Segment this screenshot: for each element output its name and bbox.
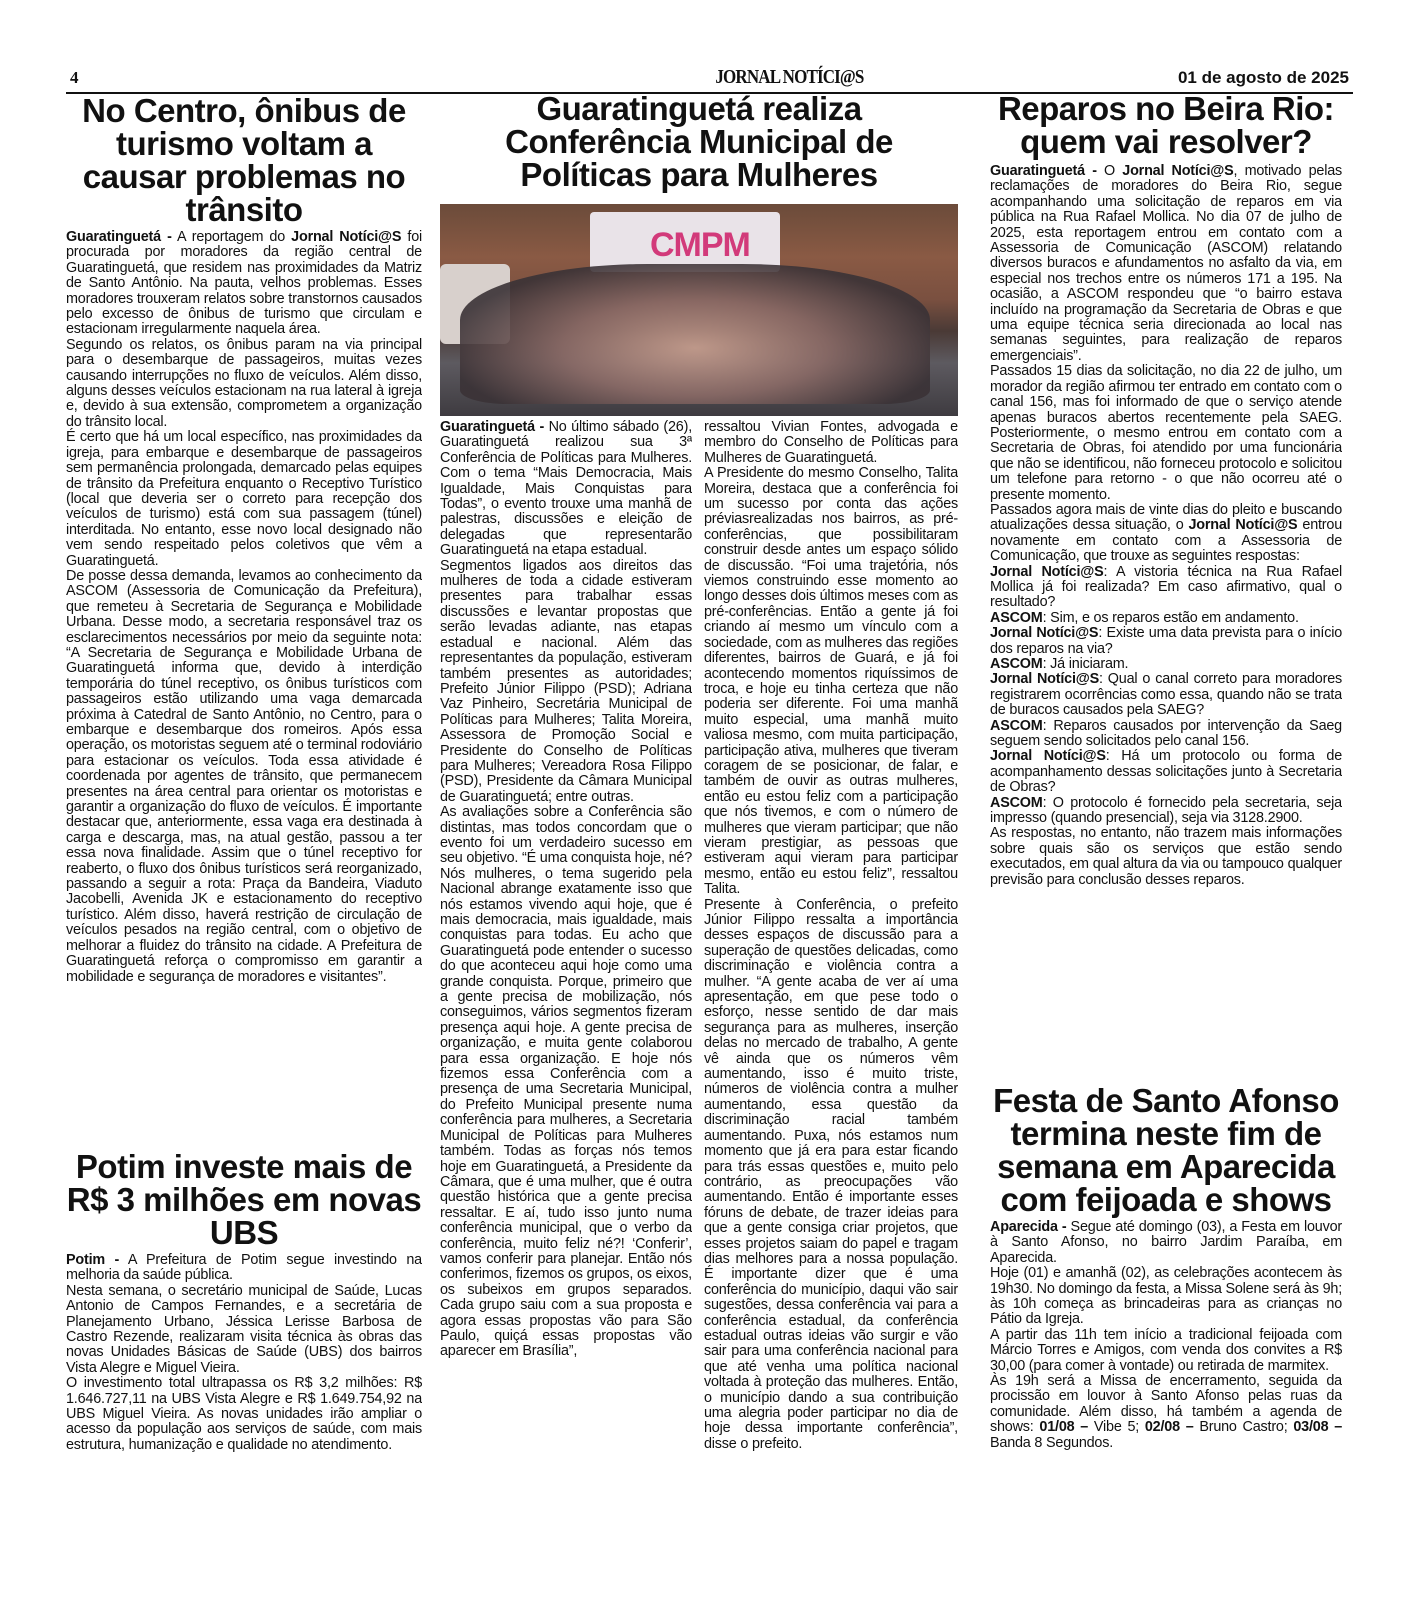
paragraph: A Presidente do mesmo Conselho, Talita Moreira, destaca que a conferência foi um sucesso por conta das ações préviasrealizadas nos bairros, as pré-conferências, que possibilitaram construir desde antes um espaço sólido de discussão. “Foi uma trajetória, nós viemos construindo esse momento ao longo desses dois últimos meses com as pré-conferências. Então a gente já foi criando aí mesmo um vínculo com a sociedade, com as mulheres das regiões diferentes, bairros de Guará, e já foi acontecendo momentos riquíssimos de troca, e hoje eu tinha certeza que não poderia ser diferente. Foi uma manhã muito especial, uma manhã muito valiosa mesmo, com muita participação, participação ativa, mulheres que tiveram coragem de se posicionar, de falar, e também de ouvir as outras mulheres, então eu estou feliz com a participação que nós tivemos, e com o número de mulheres que vieram participar; que não vieram prestigiar, as pessoas que estiveram aqui vieram para participar mesmo, então eu estou feliz”, ressaltou Talita. <box>704 465 958 898</box>
lead-rest: , motivado pelas reclamações de moradores do Beira Rio, segue acompanhando uma solicitação de reparos em via pública na Rua Rafael Mollica. No dia 07 de julho de 2025, esta reportagem entrou em contato com a Assessoria de Comunicação (ASCOM) relatando diversos buracos e afundamentos no asfalto da via, em especial nos trechos entre os números 171 a 195. Na ocasião, a ASCOM respondeu que “o bairro estava incluído na programação da Secretaria de Obras e que uma equipe técnica seria direcionada ao local nas semanas seguintes, para realização de reparos emergenciais”. <box>990 163 1342 364</box>
paragraph: A partir das 11h tem início a tradicional feijoada com Márcio Torres e Amigos, com venda dos convites a R$ 30,00 (para comer à vontade) ou retirada de marmitex. <box>990 1326 1342 1374</box>
paragraph: As avaliações sobre a Conferência são distintas, mas todos concordam que o evento foi um verdadeiro sucesso em seu objetivo. “É uma conquista hoje, né? Nós mulheres, o tema sugerido pela Nacional abrange exatamente isso que nós estamos vivendo aqui hoje, que é mais democracia, mais igualdade, mais conquistas para todas. Eu acho que Guaratinguetá pode entender o sucesso do que aconteceu aqui hoje como uma grande conquista. Porque, primeiro que a gente precisa de mobilização, nós conseguimos, vários segmentos fizeram presença aqui hoje. A gente precisa de organização, e muita gente colaborou para essa organização. E hoje nós fizemos essa Conferência com a presença de uma Secretaria Municipal, do Prefeito Municipal presente numa conferência para mulheres, a Secretaria Municipal de Políticas para Mulheres também. Todas as forças nós temos hoje em Guaratinguetá, a Presidente da Câmara, que é uma mulher, que é outra questão histórica que a gente precisa ressaltar. E aí, tudo isso junto numa conferência municipal, que o verbo da conferência, muito feliz né?! ‘Conferir’, vamos conferir para planejar. Então nós conferimos, fizemos os grupos, os eixos, os subeixos em grupos separados. Cada grupo saiu com a sua proposta e agora essas propostas vão para São Paulo, quiçá essas propostas vão aparecer em Brasília”, <box>440 804 692 1360</box>
lead-place: Aparecida - <box>990 1219 1067 1235</box>
body-conferencia-1 <box>440 420 692 1360</box>
qa-line: ASCOM: Reparos causados por intervenção da Saeg seguem sendo solicitados pelo canal 156. <box>990 717 1342 750</box>
paragraph-start: Às 19h será a Missa de encerramento, seguida da procissão em louvor à Santo Afonso pelas ruas da comunidade. Além disso, há também a agenda de shows: <box>990 1373 1342 1436</box>
paragraph: Segundo os relatos, os ônibus param na via principal para o desembarque de passageiros, muitas vezes causando interrupções no fluxo de veículos. Além disso, alguns desses veículos estacionam na rua lateral à igreja e, devido à sua extensão, comprometem a organização do trânsito local. <box>66 336 422 430</box>
qa-line: ASCOM: Sim, e os reparos estão em andamento. <box>990 609 1299 626</box>
lead-rest: No último sábado (26), Guaratinguetá realizou sua 3ª Conferência de Políticas para Mulheres. Com o tema “Mais Democracia, Mais Igualdade, Mais Conquistas para Todas”, o evento trouxe uma manhã de palestras, discussões e eleição de delegadas que representarão Guaratinguetá na etapa estadual. <box>440 420 692 559</box>
brand-name: Jornal Notíci@S <box>1188 517 1298 534</box>
paragraph: Segmentos ligados aos direitos das mulheres de toda a cidade estiveram presentes para trabalhar essas discussões e levantar propostas que serão levadas adiante, nas etapas estadual e nacional. Além das representantes da população, estiveram também presentes as autoridades; Prefeito Júnior Filippo (PSD); Adriana Vaz Pinheiro, Secretária Municipal de Políticas para Mulheres; Talita Moreira, Assessora de Promoção Social e Presidente do Conselho de Políticas para Mulheres; Vereadora Rosa Filippo (PSD), Presidente da Câmara Municipal de Guaratinguetá; entre outras. <box>440 557 692 805</box>
paragraph-start: Passados agora mais de vinte dias do pleito e buscando atualizações dessa situação, o <box>990 501 1342 534</box>
paragraph: Passados 15 dias da solicitação, no dia 22 de julho, um morador da região afirmou ter entrado em contato com o canal 156, mas foi informado de que o serviço atende apenas buracos abertos recentemente pela SAEG. Posteriormente, o mesmo entrou em contato com a Secretaria de Obras, foi atendido por uma funcionária que não se identificou, não forneceu protocolo e solicitou um telefone para retorno - o que não ocorreu até o presente momento. <box>990 363 1342 503</box>
paragraph: As respostas, no entanto, não trazem mais informações sobre quais são os serviços que estão sendo executados, em qual altura da via ou tampouco qualquer previsão para conclusão desses reparos. <box>990 825 1342 888</box>
paragraph: Hoje (01) e amanhã (02), as celebrações acontecem às 19h30. No domingo da festa, a Missa Solene será às 9h; às 10h começa as brincadeiras para as crianças no Pátio da Igreja. <box>990 1265 1342 1328</box>
conference-group-photo <box>440 204 958 416</box>
lead-rest: A Prefeitura de Potim segue investindo na melhoria da saúde pública. <box>66 1252 422 1284</box>
body-onibus <box>66 230 422 985</box>
body-potim <box>66 1253 422 1453</box>
qa-line: Jornal Notíci@S: Existe uma data prevista para o início dos reparos na via? <box>990 625 1342 657</box>
lead-place: Guaratinguetá - <box>990 163 1097 179</box>
headline-conferencia: Guaratinguetá realiza Conferência Municipal de Políticas para Mulheres <box>505 92 893 193</box>
lead-place: Potim - <box>66 1252 120 1268</box>
paragraph: Presente à Conferência, o prefeito Júnior Filippo ressalta a importância desses espaços de discussão para a superação de questões delicadas, como discriminação e violência contra a mulher. “A gente acaba de ver aí uma apresentação, em que pese todo o esforço, nesse sentido de dar mais segurança para as mulheres, inserção delas no mercado de trabalho, A gente vê ainda que os números vêm aumentando, isso é muito triste, números de violência contra a mulher aumentando, essa questão da discriminação racial também aumentando. Puxa, nós estamos num momento que já era para estar ficando para trás essas questões e, muito pelo contrário, as preocupações vão aumentando. Então é importante esses fóruns de debate, de trazer ideias para que a gente consiga criar projetos, que esses projetos saiam do papel e tragam dias melhores para a nossa população. É importante dizer que é uma conferência do município, daqui vão sair sugestões, dessa conferência vai para a conferência estadual, da conferência estadual outras ideias vão surgir e vão sair para uma conferência nacional para que até venha uma política nacional voltada à proteção das mulheres. Então, o município dando a sua contribuição uma alegria poder participar no dia de hoje dessa importante conferência”, disse o prefeito. <box>704 896 958 1452</box>
qa-line: Jornal Notíci@S: Qual o canal correto para moradores registrarem ocorrências como essa, quando não se trata de buracos causados pela SAEG? <box>990 671 1342 719</box>
paragraph: ressaltou Vivian Fontes, advogada e membro do Conselho de Políticas para Mulheres de Guaratinguetá. <box>704 420 958 466</box>
show-name: Vibe 5; <box>1088 1419 1145 1436</box>
headline-santoafonso: Festa de Santo Afonso termina neste fim de semana em Aparecida com feijoada e shows <box>993 1084 1339 1218</box>
show-date: 03/08 – <box>1293 1419 1342 1436</box>
body-beirario <box>990 164 1342 888</box>
article-potim <box>66 1150 422 1526</box>
paragraph: É certo que há um local específico, nas proximidades da igreja, para embarque e desembarque de passageiros sem permanência prolongada, demarcado pelas equipes de trânsito da Prefeitura enquanto o Receptivo Turístico (local que deveria ser o correto para recepção dos veículos de turismo) está com sua passagem (túnel) interditada. No entanto, esse novo local designado não vem sendo respeitado pelos coletivos que vêm a Guaratinguetá. <box>66 429 422 569</box>
qa-line: ASCOM: O protocolo é fornecido pela secretaria, seja impresso (quando presencial), seja via 3128.2900. <box>990 794 1342 827</box>
paragraph-end: entrou novamente em contato com a Assessoria de Comunicação, que trouxe as seguintes respostas: <box>990 517 1342 565</box>
show-date: 01/08 – <box>1039 1419 1089 1436</box>
paragraph: O investimento total ultrapassa os R$ 3,2 milhões: R$ 1.646.727,11 na UBS Vista Alegre e R$ 1.649.754,92 na UBS Miguel Vieira. As novas unidades irão ampliar o acesso da população aos serviços de saúde, com mais estrutura, humanização e qualidade no atendimento. <box>66 1375 422 1453</box>
lead-rest: foi procurada por moradores da região central de Guaratinguetá, que residem nas proximidades da Matriz de Santo Antônio. Na pauta, velhos problemas. Esses moradores trouxeram relatos sobre transtornos causados pelo excesso de ônibus de turismo que circulam e estacionam irregularmente naquela área. <box>66 229 422 338</box>
lead-text: A reportagem do <box>171 229 292 245</box>
show-name: Banda 8 Segundos. <box>990 1434 1114 1451</box>
headline-potim: Potim investe mais de R$ 3 milhões em novas UBS <box>66 1150 422 1251</box>
article-santoafonso <box>990 1084 1342 1530</box>
article-beirario <box>990 92 1342 1080</box>
headline-beirario: Reparos no Beira Rio: quem vai resolver? <box>997 92 1335 160</box>
headline-onibus: No Centro, ônibus de turismo voltam a causar problemas no trânsito <box>82 94 406 228</box>
masthead: JORNAL NOTÍCI@S <box>712 66 867 89</box>
lead-rest: Segue até domingo (03), a Festa em louvor à Santo Afonso, no bairro Jardim Paraíba, em Aparecida. <box>990 1219 1342 1266</box>
article-conferencia-col1 <box>440 420 692 1530</box>
brand-name: Jornal Notíci@S <box>1122 163 1234 179</box>
article-conferencia-col2 <box>704 420 958 1530</box>
qa-line: Jornal Notíci@S: A vistoria técnica na Rua Rafael Mollica já foi realizada? Em caso afirmativo, qual o resultado? <box>990 563 1342 611</box>
lead-place: Guaratinguetá - <box>66 229 172 245</box>
qa-line: Jornal Notíci@S: Há um protocolo ou forma de acompanhamento dessas solicitações junto à Secretaria de Obras? <box>990 748 1342 796</box>
photo-crowd <box>460 264 930 404</box>
paragraph: Nesta semana, o secretário municipal de Saúde, Lucas Antonio de Campos Fernandes, e a secretária de Planejamento Urbano, Jéssica Lerisse Barbosa de Castro Rezende, realizaram visita técnica às obras das novas Unidades Básicas de Saúde (UBS) dos bairros Vista Alegre e Miguel Vieira. <box>66 1282 422 1376</box>
lead-text: O <box>1096 163 1123 179</box>
page-number: 4 <box>70 68 79 87</box>
qa-line: ASCOM: Já iniciaram. <box>990 656 1129 672</box>
lead-place: Guaratinguetá - <box>440 420 545 435</box>
show-name: Bruno Castro; <box>1193 1419 1294 1436</box>
issue-date: 01 de agosto de 2025 <box>1177 68 1349 87</box>
article-onibus <box>66 94 422 1150</box>
body-santoafonso <box>990 1220 1342 1451</box>
paragraph: De posse dessa demanda, levamos ao conhecimento da ASCOM (Assessoria de Comunicação da Prefeitura), que remeteu à Secretaria de Segurança e Mobilidade Urbana. Desse modo, a secretaria responsável traz os esclarecimentos necessários por meio da seguinte nota: “A Secretaria de Segurança e Mobilidade Urbana de Guaratinguetá informa que, devido à interdição temporária do túnel receptivo, os ônibus turísticos com passageiros estão utilizando uma vaga demarcada próxima à Catedral de Santo Antônio, no Centro, para o embarque e desembarque dos romeiros. Após essa operação, os motoristas seguem até o terminal rodoviário para estacionar os veículos. Toda essa atividade é coordenada por agentes de trânsito, que permanecem presentes na área central para orientar os motoristas e garantir a organização do fluxo de veículos. É importante destacar que, anteriormente, essa vaga era destinada à carga e descarga, mas, na atual gestão, passou a ter essa nova finalidade. Assim que o túnel receptivo for reaberto, o fluxo dos ônibus turísticos será reorganizado, passando a seguir a rota: Praça da Bandeira, Viaduto Jacobelli, Avenida JK e estacionamento do receptivo turístico. Além disso, haverá restrição de circulação de veículos pesados na região central, com o objetivo de melhorar a fluidez do trânsito na cidade. A Prefeitura de Guaratinguetá reforça o compromisso em garantir a mobilidade e segurança de moradores e visitantes”. <box>66 567 422 985</box>
brand-name: Jornal Notíci@S <box>291 229 402 245</box>
photo-banner <box>590 212 780 272</box>
headline-block-conferencia <box>440 92 958 204</box>
page-header <box>66 66 1353 94</box>
body-conferencia-2 <box>704 420 958 1452</box>
show-date: 02/08 – <box>1144 1419 1194 1436</box>
banner-text: CMPM <box>650 226 750 264</box>
